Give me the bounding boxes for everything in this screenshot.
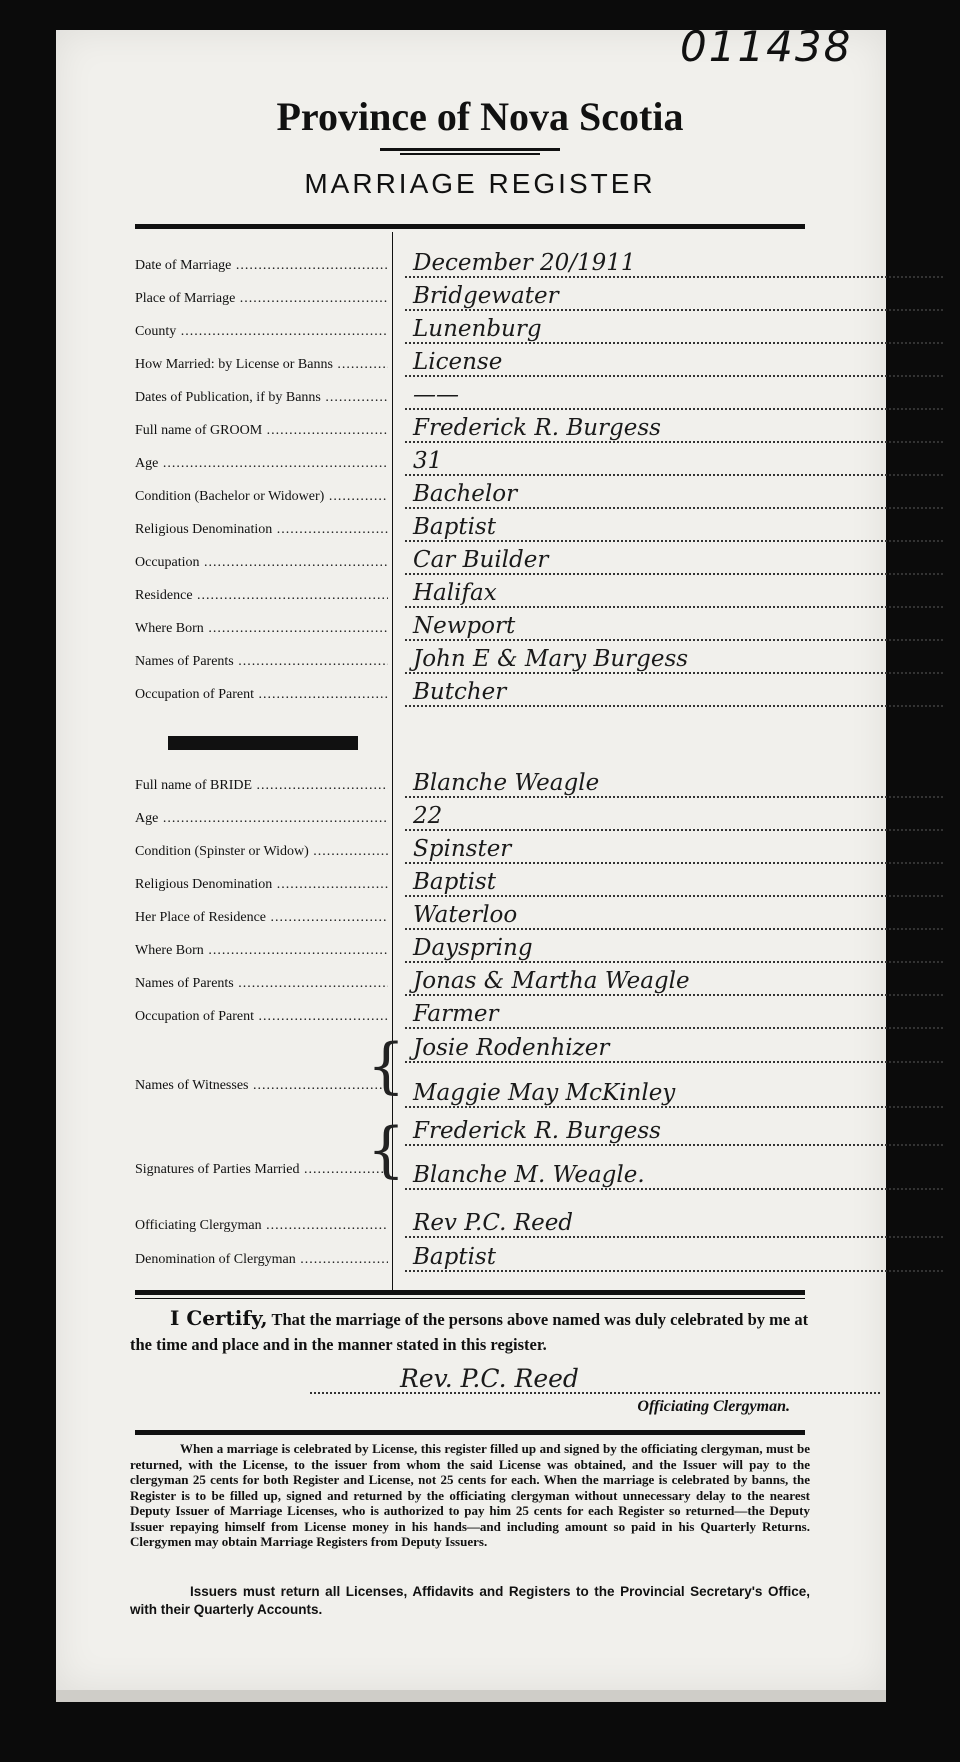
field-value: Rev P.C. Reed: [405, 1210, 943, 1238]
field-label: Age .....: [135, 456, 388, 474]
field-bride-parent-occupation: [135, 1001, 805, 1029]
field-label: Names of Parents .....: [135, 654, 388, 672]
field-label: Signatures of Parties Married .....: [135, 1162, 388, 1180]
field-value: Halifax: [405, 580, 943, 608]
clergyman-signature: Rev. P.C. Reed: [310, 1366, 880, 1394]
field-label: How Married: by License or Banns .....: [135, 357, 388, 375]
witnesses-brace: {: [367, 1031, 406, 1101]
field-label: Full name of GROOM .....: [135, 423, 388, 441]
field-bride-birthplace: [135, 935, 805, 963]
signatures-brace: {: [367, 1115, 406, 1185]
bride-signature: Blanche M. Weagle.: [405, 1162, 943, 1190]
field-value: Waterloo: [405, 902, 943, 930]
field-label: Age .....: [135, 811, 388, 829]
field-value: John E & Mary Burgess: [405, 646, 943, 674]
top-rule: [135, 224, 805, 229]
witness-signature: Maggie May McKinley: [405, 1080, 943, 1108]
field-bride-condition: [135, 836, 805, 864]
signature-groom: [135, 1118, 805, 1146]
field-value: 22: [405, 803, 943, 831]
field-value: Baptist: [405, 1244, 943, 1272]
groom-signature: Frederick R. Burgess: [405, 1118, 943, 1146]
serial-number: 011438: [680, 22, 853, 71]
field-groom-age: [135, 448, 805, 476]
field-how-married: [135, 349, 805, 377]
field-label: Where Born .....: [135, 621, 388, 639]
field-value: Farmer: [405, 1001, 943, 1029]
field-value: Blanche Weagle: [405, 770, 943, 798]
field-bride-residence: [135, 902, 805, 930]
field-value: December 20/1911: [405, 250, 943, 278]
page-subtitle: MARRIAGE REGISTER: [304, 168, 656, 199]
field-label: Dates of Publication, if by Banns .....: [135, 390, 388, 408]
field-label: Religious Denomination .....: [135, 522, 388, 540]
field-label: Names of Witnesses .....: [135, 1078, 388, 1096]
paper-fold: [56, 1690, 886, 1702]
field-label: Names of Parents .....: [135, 976, 388, 994]
field-dates-of-publication: [135, 382, 805, 410]
field-groom-parent-occupation: [135, 679, 805, 707]
title-ornament: [380, 148, 560, 156]
field-value: ——: [405, 382, 943, 410]
field-value: Spinster: [405, 836, 943, 864]
field-label: Where Born .....: [135, 943, 388, 961]
field-value: Lunenburg: [405, 316, 943, 344]
field-groom-occupation: [135, 547, 805, 575]
field-place-of-marriage: [135, 283, 805, 311]
witness-2: [135, 1080, 805, 1108]
field-label: Denomination of Clergyman .....: [135, 1252, 388, 1270]
field-value: Newport: [405, 613, 943, 641]
certify-word: I Certify,: [170, 1306, 268, 1330]
notice-rule: [135, 1430, 805, 1435]
field-value: Baptist: [405, 514, 943, 542]
field-bride-religion: [135, 869, 805, 897]
section-divider-bar: [168, 736, 358, 750]
field-label: Date of Marriage .....: [135, 258, 388, 276]
field-value: Bachelor: [405, 481, 943, 509]
witness-signature: Josie Rodenhizer: [405, 1035, 943, 1063]
field-value: Jonas & Martha Weagle: [405, 968, 943, 996]
certify-rule-thin: [135, 1298, 805, 1299]
field-value: Car Builder: [405, 547, 943, 575]
certification-text: [130, 1306, 810, 1357]
field-groom-parents: [135, 646, 805, 674]
field-value: Baptist: [405, 869, 943, 897]
field-value: Butcher: [405, 679, 943, 707]
field-groom-residence: [135, 580, 805, 608]
field-label: Officiating Clergyman .....: [135, 1218, 388, 1236]
signature-caption: Officiating Clergyman.: [637, 1398, 790, 1415]
field-value: Frederick R. Burgess: [405, 415, 943, 443]
issuers-notice: Issuers must return all Licenses, Affidavits and Registers to the Provincial Secretary's Office, with their Quarterly Accounts.: [130, 1584, 810, 1617]
field-label: Religious Denomination .....: [135, 877, 388, 895]
field-value: License: [405, 349, 943, 377]
field-county: [135, 316, 805, 344]
field-bride-age: [135, 803, 805, 831]
field-value: Dayspring: [405, 935, 943, 963]
field-label: Place of Marriage .....: [135, 291, 388, 309]
field-groom-name: [135, 415, 805, 443]
field-groom-condition: [135, 481, 805, 509]
field-label: Full name of BRIDE .....: [135, 778, 388, 796]
field-label: Occupation .....: [135, 555, 388, 573]
field-clergy-denomination: [135, 1244, 805, 1272]
field-value: 31: [405, 448, 943, 476]
field-value: Bridgewater: [405, 283, 943, 311]
field-label: Condition (Spinster or Widow) .....: [135, 844, 388, 862]
field-bride-name: [135, 770, 805, 798]
signature-bride: [135, 1162, 805, 1190]
witness-1: [135, 1035, 805, 1063]
field-label: Occupation of Parent .....: [135, 1009, 388, 1027]
field-label: County .....: [135, 324, 388, 342]
certify-rule: [135, 1290, 805, 1295]
field-officiating-clergyman: [135, 1210, 805, 1238]
field-label: Condition (Bachelor or Widower) .....: [135, 489, 388, 507]
field-groom-birthplace: [135, 613, 805, 641]
field-bride-parents: [135, 968, 805, 996]
certify-body: That the marriage of the persons above named was duly celebrated by me at the time and place and in the manner stated in this register.: [130, 1310, 809, 1354]
field-label: Occupation of Parent .....: [135, 687, 388, 705]
issuing-notice: When a marriage is celebrated by License, this register filled up and signed by the officiating clergyman, must be returned, with the License, to the issuer from whom the said License was obtained, and the Issuer will pay to the clergyman 25 cents for both Register and License, not 25 cents for each. When the marriage is celebrated by banns, the Register is to be filled up, signed and returned by the officiating clergyman without unnecessary delay to the nearest Deputy Issuer of Marriage Licenses, who is authorized to pay him 25 cents for each Register so returned—the Deputy Issuer repaying himself from License money in his hands—and including amount so paid in his Quarterly Returns. Clergymen may obtain Marriage Registers from Deputy Issuers.: [130, 1441, 810, 1549]
field-label: Her Place of Residence .....: [135, 910, 388, 928]
field-groom-religion: [135, 514, 805, 542]
field-date-of-marriage: [135, 250, 805, 278]
page-title: Province of Nova Scotia: [276, 94, 684, 139]
field-label: Residence .....: [135, 588, 388, 606]
